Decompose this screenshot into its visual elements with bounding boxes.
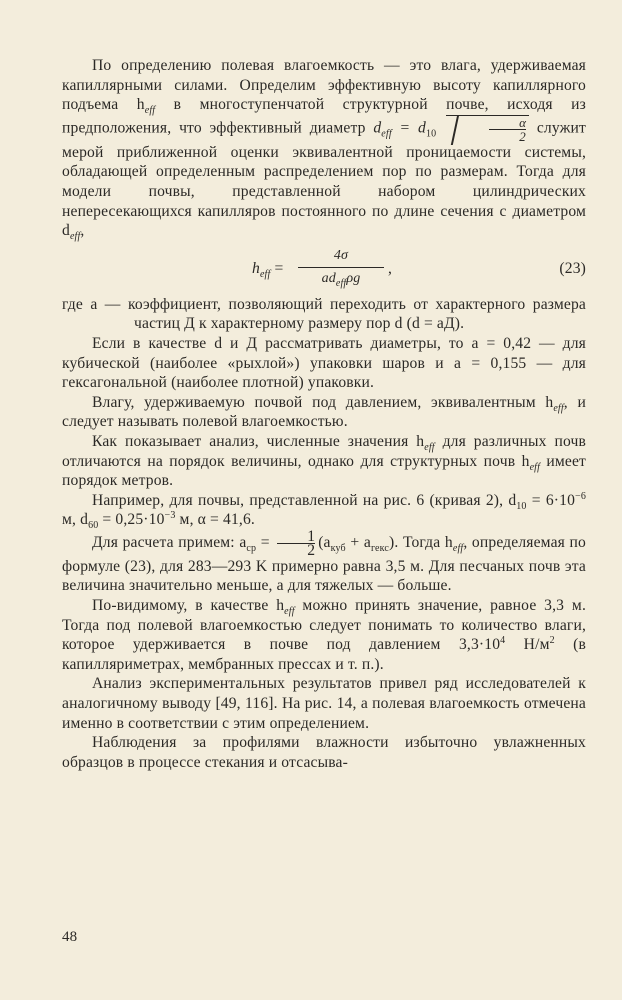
text: По определению полевая влагоемкость — это влага, удерживаемая капиллярными силами. Определим эффективную высоту капиллярного подъема h xyxy=(62,57,586,114)
text: в многоступенчатой структурной почве, исходя из предположения, что эффективный диаметр xyxy=(62,96,586,137)
paragraph-4 xyxy=(62,432,586,491)
subscript: eff xyxy=(553,402,564,414)
text: имеет порядок метров. xyxy=(62,452,587,490)
text: можно принять значение, равное 3,3 м. Тогда под полевой влагоемкостью следует понимать то количество влаги, которое удерживается в почве под давлением 3,3·10 xyxy=(62,597,586,654)
numerator: 1 xyxy=(277,530,315,544)
subscript: eff xyxy=(335,277,347,289)
text: = 0,25·10 xyxy=(98,511,165,529)
numerator: α xyxy=(489,116,526,130)
paragraph-7 xyxy=(62,596,586,674)
text: м, d xyxy=(62,511,89,529)
superscript: 2 xyxy=(549,635,555,647)
formula-fraction xyxy=(298,247,384,288)
symbol: h xyxy=(252,259,260,277)
subscript: eff xyxy=(69,231,81,243)
text: (в капилляриметрах, мембранных прессах и т. п.). xyxy=(62,636,586,673)
paragraph-5 xyxy=(62,491,586,530)
subscript: eff xyxy=(452,543,464,555)
text: (a xyxy=(318,533,331,551)
symbol: ad xyxy=(321,270,336,286)
text: , и следует называть полевой влагоемкостью. xyxy=(62,393,586,431)
subscript: 60 xyxy=(88,520,99,532)
where-text: коэффициент, позволяющий переходить от характерного размера частиц Д к характерному размеру пор d (d = aД). xyxy=(127,295,586,333)
denominator xyxy=(298,270,384,288)
formula-23 xyxy=(62,247,586,291)
numerator: 4σ xyxy=(333,247,349,263)
text: м, α = 41,6. xyxy=(175,511,255,529)
paragraph-8: Анализ экспериментальных результатов привел ряд исследователей к аналогичному выводу [49, 116]. На рис. 14, a полевая влагоемкость отмечена именно в соответствии с этим определением. xyxy=(62,675,586,732)
symbol: = d xyxy=(391,119,426,137)
fraction xyxy=(486,116,529,143)
text: для различных почв отличаются на порядок величины, однако для структурных почв h xyxy=(62,432,587,470)
text: ). Тогда h xyxy=(389,533,453,551)
where-clause xyxy=(62,295,586,334)
equals: = xyxy=(270,259,284,277)
paragraph-1 xyxy=(62,56,586,241)
subscript: 10 xyxy=(425,128,437,140)
subscript: eff xyxy=(381,128,392,140)
paragraph-3 xyxy=(62,393,586,432)
subscript: eff xyxy=(529,461,541,473)
paragraph-6 xyxy=(62,527,586,596)
text: Н/м xyxy=(505,636,550,654)
text: Например, для почвы, представленной на рис. 6 (кривая 2), d xyxy=(92,491,517,509)
subscript: eff xyxy=(424,442,435,454)
text: = 6·10 xyxy=(526,491,576,509)
subscript: eff xyxy=(144,105,156,117)
paragraph-9: Наблюдения за профилями влажности избыточно увлажненных образцов в процессе стекания и отсасыва- xyxy=(62,734,586,771)
text: Для расчета примем: a xyxy=(92,533,247,551)
text: Влагу, удерживаемую почвой под давлением, эквивалентным h xyxy=(92,393,554,411)
subscript: ср xyxy=(246,543,257,555)
subscript: гекс xyxy=(370,543,389,555)
symbol: ρg xyxy=(346,270,361,286)
punctuation: , xyxy=(388,259,393,277)
text: , определяемая по формуле (23), для 283—293 K примерно равна 3,5 м. Для песчаных почв эта величина значительно меньше, а для тяжелых — больше. xyxy=(62,533,586,595)
sqrt-expression xyxy=(446,115,529,143)
subscript: куб xyxy=(330,543,346,555)
text: служит мерой приближенной оценки эквивалентной проницаемости системы, обладающей определенным распределением пор по размерам. Тогда для модели почвы, представленной набором цилиндрических непересекающихся капилляров постоянного по длине сечения с диаметром d xyxy=(62,119,586,240)
denominator: 2 xyxy=(307,541,316,559)
punctuation: , xyxy=(80,222,85,240)
text: Как показывает анализ, численные значения h xyxy=(92,432,425,450)
denominator: 2 xyxy=(519,128,526,144)
fraction-half xyxy=(274,527,318,559)
symbol: d xyxy=(373,119,382,137)
text: + a xyxy=(345,533,371,551)
superscript: −3 xyxy=(164,510,176,522)
paragraph-2: Если в качестве d и Д рассматривать диаметры, то a = 0,42 — для кубической (наиболее «рыхлой») упаковки шаров и a = 0,155 — для гексагональной (наиболее плотной) упаковки. xyxy=(62,334,586,392)
subscript: eff xyxy=(259,268,271,280)
superscript: 4 xyxy=(500,635,506,647)
fraction-bar xyxy=(298,267,384,268)
page-number: 48 xyxy=(62,929,78,945)
formula-lhs xyxy=(252,259,283,279)
superscript: −6 xyxy=(575,490,586,502)
equation-number: (23) xyxy=(559,259,586,277)
text: По-видимому, в качестве h xyxy=(92,597,285,615)
subscript: eff xyxy=(284,606,295,618)
text: = xyxy=(256,533,275,551)
where-lead: где a — xyxy=(62,295,128,313)
subscript: 10 xyxy=(516,500,527,512)
